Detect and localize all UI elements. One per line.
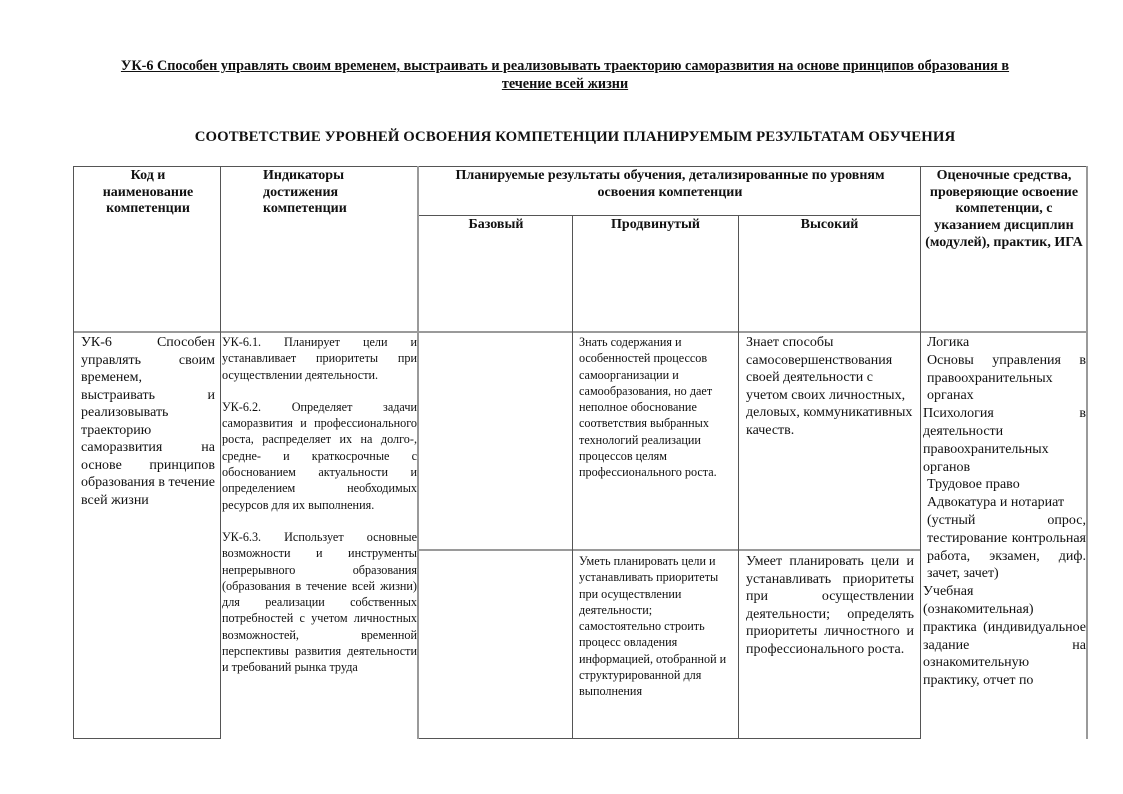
col-divider-4 [738, 215, 739, 739]
header-level-basic: Базовый [468, 217, 524, 232]
competency-code-cell: УК-6 Способен управлять своим временем, выстраивать и реализовывать траекторию саморазвития на основе принципов образования в течение всей жизни [81, 335, 215, 508]
level2-high-cell: Умеет планировать цели и устанавливать приоритеты при осуществлении деятельности; определять приоритеты личностного и профессионального роста. [746, 554, 914, 657]
header-code: Код и наименование компетенции [102, 168, 194, 216]
header-assessment: Оценочные средства, проверяющие освоение компетенции, с указанием дисциплин (модулей), практик, ИГА [925, 168, 1083, 250]
indicator-uk-6-2: УК-6.2. Определяет задачи саморазвития и профессионального роста, распределяет их на долго-, средне- и краткосрочные с обоснованием актуальности и определением необходимых ресурсов для их выполнения. [222, 399, 417, 512]
level2-advanced-cell: Уметь планировать цели и устанавливать приоритеты при осуществлении деятельности; самостоятельно строить процесс овладения информацией, отобранной и структурированной для выполнения [579, 554, 727, 699]
assessment-discipline-labor-law: Трудовое право [927, 477, 1020, 493]
table-bottom-border-mid [418, 738, 920, 739]
planned-subheader-divider [418, 215, 920, 216]
col-divider-2 [417, 166, 419, 739]
level1-high-cell: Знает способы самосовершенствования своей деятельности с учетом своих личностных, деловых, коммуникативных качеств. [746, 335, 913, 438]
table-top-border [73, 166, 1087, 167]
assessment-cell [923, 334, 1086, 690]
header-planned-results: Планируемые результаты обучения, детализированные по уровням освоения компетенции [455, 168, 885, 200]
assessment-practice: Учебная (ознакомительная) практика (индивидуальное задание на ознакомительную практику, отчет по [923, 584, 1086, 689]
header-level-high: Высокий [800, 217, 859, 232]
document-subtitle: СООТВЕТСТВИЕ УРОВНЕЙ ОСВОЕНИЯ КОМПЕТЕНЦИИ ПЛАНИРУЕМЫМ РЕЗУЛЬТАТАМ ОБУЧЕНИЯ [194, 129, 956, 145]
table-left-border [73, 166, 74, 739]
col-divider-5 [920, 166, 921, 739]
indicator-uk-6-3: УК-6.3. Использует основные возможности и инструменты непрерывного образования (образования в течение всей жизни) для реализации собственных потребностей с учетом личностных возможностей, временной перспективы развития деятельности и требований рынка труда [222, 529, 417, 675]
header-indicators: Индикаторы достижения компетенции [263, 168, 347, 216]
assessment-methods: (устный опрос, тестирование контрольная работа, экзамен, диф. зачет, зачет) [927, 512, 1086, 582]
col-divider-3 [572, 215, 573, 739]
indicator-uk-6-1: УК-6.1. Планирует цели и устанавливает приоритеты при осуществлении деятельности. [222, 335, 417, 382]
table-right-border [1086, 166, 1088, 739]
col-divider-1 [220, 166, 221, 739]
header-level-advanced: Продвинутый [611, 217, 700, 232]
header-bottom-border [73, 331, 1087, 333]
document-title: УК-6 Способен управлять своим временем, выстраивать и реализовывать траекторию саморазвития на основе принципов образования в течение всей жизни [120, 58, 1010, 92]
levels-row-divider [418, 549, 920, 551]
level1-advanced-cell: Знать содержания и особенностей процессов самоорганизации и самообразования, но дает неполное обоснование соответствия выбранных технологий реализации процессов целям профессионального роста. [579, 335, 717, 480]
assessment-discipline-management: Основы управления в правоохранительных органах [927, 352, 1086, 404]
indicators-cell [222, 334, 417, 676]
assessment-discipline-logic: Логика [927, 335, 970, 350]
assessment-discipline-psychology: Психология в деятельности правоохранительных органов [923, 406, 1086, 475]
assessment-discipline-advocacy: Адвокатура и нотариат [927, 495, 1065, 511]
table-bottom-border-left [73, 738, 221, 739]
